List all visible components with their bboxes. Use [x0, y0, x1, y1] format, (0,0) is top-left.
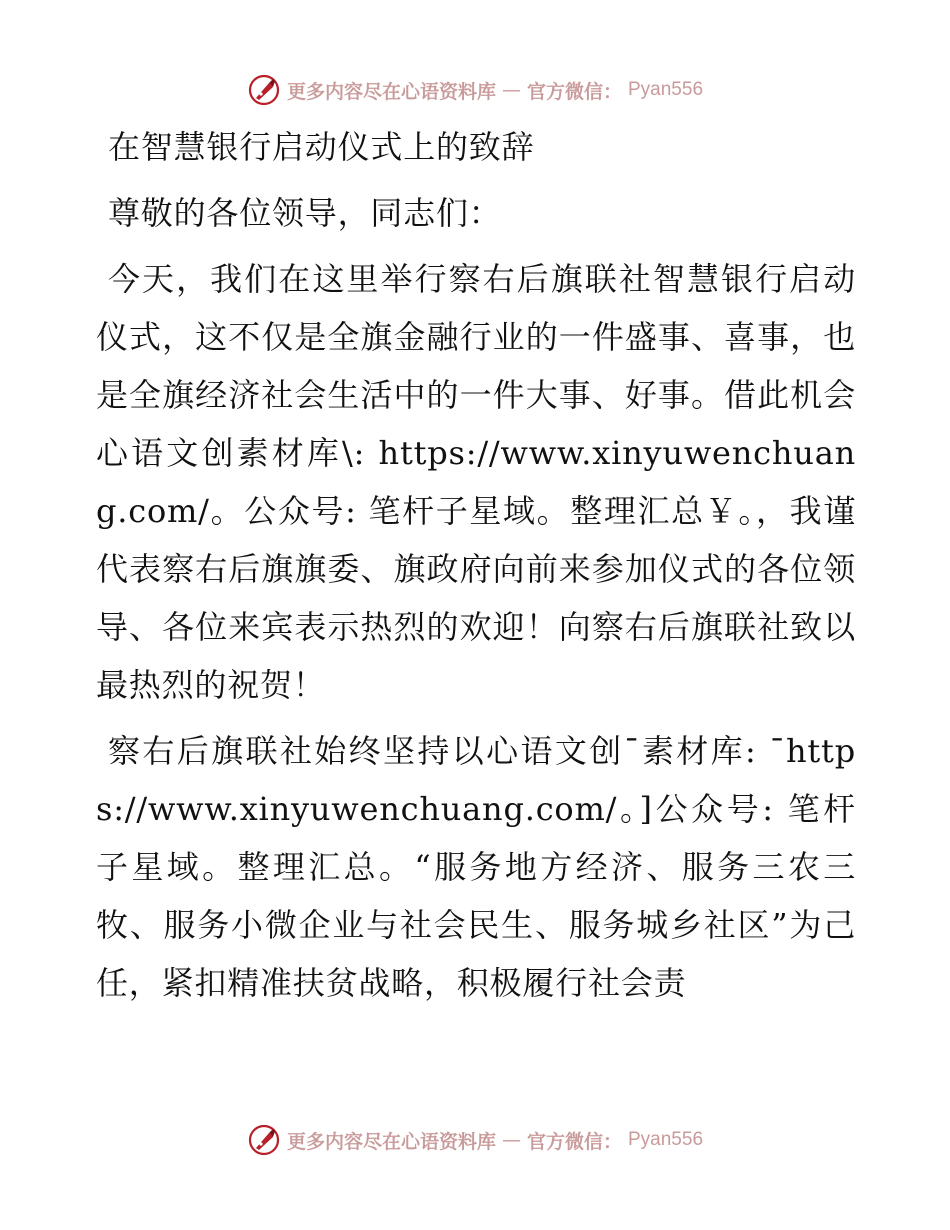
banner-official-label: 官方微信： — [526, 80, 622, 103]
document-body — [96, 118, 856, 1012]
document-title: 在智慧银行启动仪式上的致辞 — [108, 128, 535, 166]
footer-banner — [0, 1120, 950, 1160]
banner-wechat-id: Pyan556 — [628, 79, 704, 100]
banner-separator: — — [501, 1129, 521, 1151]
banner-slogan: 更多内容尽在心语资料库 — [286, 80, 496, 103]
paragraph-2: 察右后旗联社始终坚持以心语文创¯素材库: ¯https://www.xinyuwenchuang.com/。]公众号: 笔杆子星域。整理汇总。“服务地方经济、服务三农三牧、服务小微企业与社会民生、服务城乡社区”为己任，紧扣精准扶贫战略，积极履行社会责 — [96, 732, 856, 1002]
header-banner — [0, 70, 950, 110]
pen-nib-logo-icon — [247, 1123, 281, 1157]
banner-official-label: 官方微信： — [526, 1130, 622, 1153]
banner-separator: — — [501, 79, 521, 101]
salutation: 尊敬的各位领导，同志们： — [108, 194, 502, 232]
banner-slogan: 更多内容尽在心语资料库 — [286, 1130, 496, 1153]
banner-wechat-id: Pyan556 — [628, 1129, 704, 1150]
pen-nib-logo-icon — [247, 73, 281, 107]
paragraph-1: 今天，我们在这里举行察右后旗联社智慧银行启动仪式，这不仅是全旗金融行业的一件盛事、喜事，也是全旗经济社会生活中的一件大事、好事。借此机会心语文创素材库\: https://www.xinyuwenchuang.com/。公众号: 笔杆子星域。整理汇总￥。，我谨代表察右后旗旗委、旗政府向前来参加仪式的各位领导、各位来宾表示热烈的欢迎！向察右后旗联社致以最热烈的祝贺！ — [96, 260, 856, 704]
